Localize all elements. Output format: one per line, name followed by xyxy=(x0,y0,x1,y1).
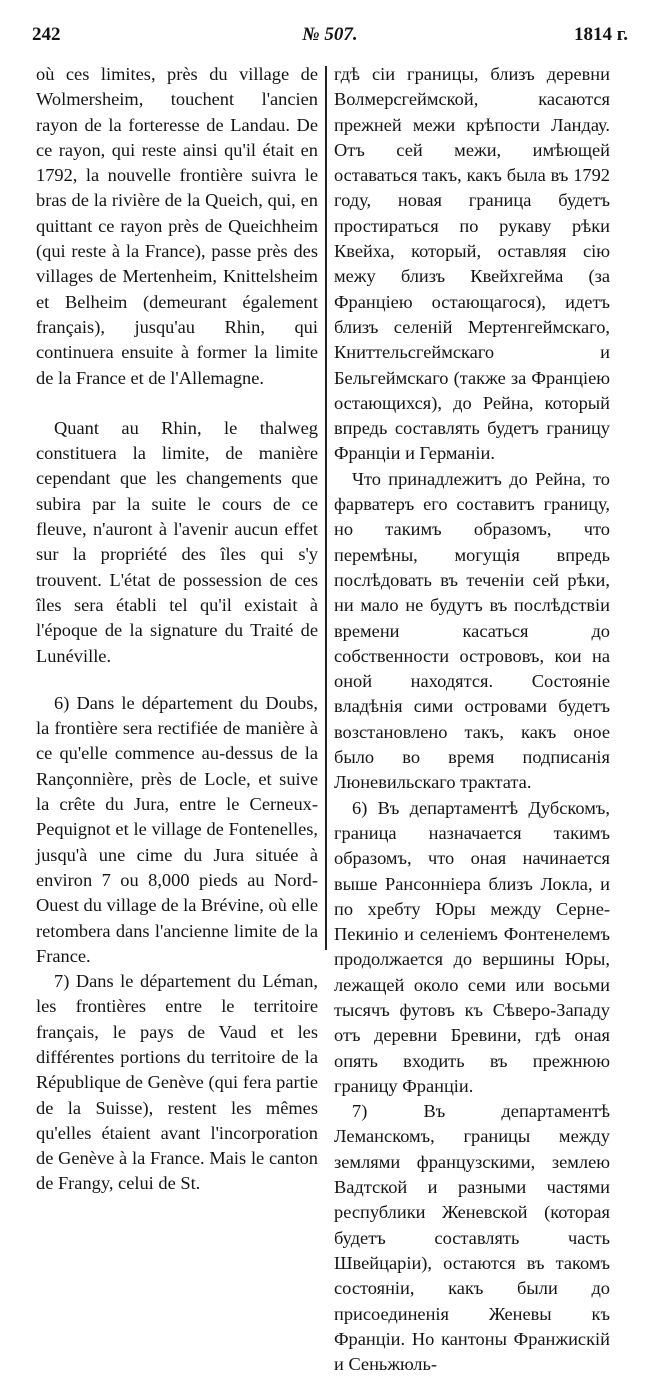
page-number: 242 xyxy=(32,24,61,45)
russian-paragraph-rhine: Что принадлежитъ до Рейна, то фарватеръ его составитъ границу, но такимъ образомъ, что перемѣны, могущія впредь послѣдовать въ теченіи сей рѣки, ни мало не будутъ въ послѣдствіи времени касаться до собственности острововъ, кои на оной находятся. Состояніе владѣнія сими островами будетъ возстановлено такъ, какъ оное было во время подписанія Люневильскаго трактата. xyxy=(334,468,610,793)
french-column xyxy=(36,62,318,1197)
russian-paragraph-continued: гдѣ сіи границы, близъ деревни Волмерсгеймской, касаются прежней межи крѣпости Ландау. Отъ сей межи, имѣющей оставаться такъ, какъ была въ 1792 году, новая граница будетъ простираться по рукаву рѣки Квейха, который, оставляя сію межу близъ Квейхгейма (за Франціею остающагося), идетъ близъ селеній Мертенгеймскаго, Книттельсгеймскаго и Бельгеймскаго (также за Франціею остающихся), до Рейна, который впредь составлять будетъ границу Франціи и Германіи. xyxy=(334,64,610,464)
french-paragraph-leman: 7) Dans le département du Léman, les frontières entre le territoire français, le pays de Vaud et les différentes portions du territoire de la République de Genève (qui fera partie de la Suisse), restent les mêmes qu'elles étaient avant l'incorporation de Genève à la France. Mais le canton de Frangy, celui de St. xyxy=(36,971,318,1194)
french-paragraph-rhine: Quant au Rhin, le thalweg constituera la limite, de manière cependant que les changements que subira par la suite le cours de ce fleuve, n'auront à l'avenir aucun effet sur la propriété des îles qui s'y trouvent. L'état de possession de ces îles sera établi tel qu'il existait à l'époque de la signature du Traité de Lunéville. xyxy=(36,417,318,666)
russian-paragraph-doubs: 6) Въ департаментѣ Дубскомъ, граница назначается такимъ образомъ, что оная начинается выше Рансонніера близъ Локла, и по хребту Юры между Серне-Пекиніо и селеніемъ Фонтенелемъ продолжается до вершины Юры, лежащей около семи или восьми тысячъ футовъ къ Сѣверо-Западу отъ деревни Бревини, гдѣ оная опять входить въ прежнюю границу Франціи. xyxy=(334,797,610,1096)
russian-paragraph-leman: 7) Въ департаментѣ Леманскомъ, границы между землями французскими, землею Вадтской и разными частями республики Женевской (которая будетъ составлять часть Швейцаріи), остаются въ такомъ состояніи, какъ были до присоединенія Женевы къ Франціи. Но кантоны Франжискій и Сеньжюль- xyxy=(334,1101,610,1375)
year-label: 1814 г. xyxy=(574,24,628,45)
document-number: № 507. xyxy=(302,24,358,45)
column-divider xyxy=(325,66,327,950)
russian-column xyxy=(334,62,610,1377)
french-paragraph-doubs: 6) Dans le département du Doubs, la frontière sera rectifiée de manière à ce qu'elle commence au-dessus de la Rançonnière, près de Locle, et suive la crête du Jura, entre le Cerneux-Pequignot et le village de Fontenelles, jusqu'à une cime du Jura située à environ 7 ou 8,000 pieds au Nord-Ouest du village de la Brévine, où elle retombera dans l'ancienne limite de la France. xyxy=(36,692,318,966)
page-header xyxy=(32,24,628,54)
french-paragraph-continued: où ces limites, près du village de Wolmersheim, touchent l'ancien rayon de la forteresse de Landau. De ce rayon, qui reste ainsi qu'il était en 1792, la nouvelle frontière suivra le bras de la rivière de la Queich, qui, en quittant ce rayon près de Queichheim (qui reste à la France), passe près des villages de Mertenheim, Knittelsheim et Belheim (demeurant également français), jusqu'au Rhin, qui continuera ensuite à former la limite de la France et de l'Allemagne. xyxy=(36,64,318,388)
